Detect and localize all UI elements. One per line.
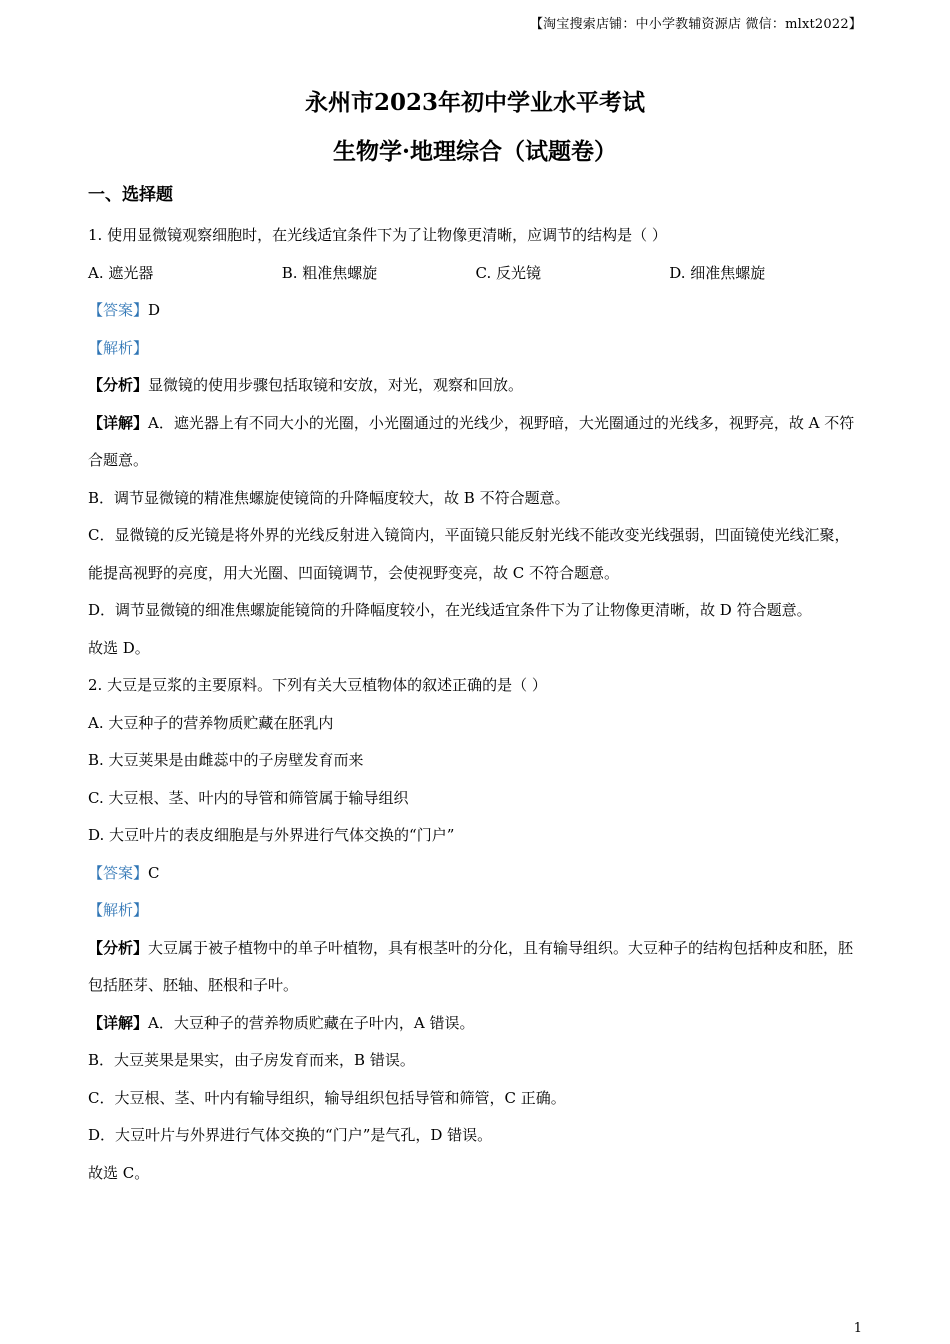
- q2-fenxi-text: 大豆属于被子植物中的单子叶植物，具有根茎叶的分化，且有输导组织。大豆种子的结构包括种皮和胚，胚包括胚芽、胚轴、胚根和子叶。: [88, 938, 854, 994]
- analysis-tag: 【解析】: [88, 901, 149, 919]
- q2-fenxi: [88, 930, 863, 1005]
- fenxi-tag: 【分析】: [88, 376, 149, 394]
- q1-analysis-heading: [88, 330, 863, 368]
- q2-answer: [88, 855, 863, 893]
- q1-option-c: C. 反光镜: [475, 263, 541, 282]
- q1-stem: 1. 使用显微镜观察细胞时，在光线适宜条件下为了让物像更清晰，应调节的结构是（ ）: [88, 226, 667, 244]
- q1-detail-d: D．调节显微镜的细准焦螺旋能镜筒的升降幅度较小，在光线适宜条件下为了让物像更清晰，故 D 符合题意。: [88, 601, 812, 619]
- q2-detail-a-text: A．大豆种子的营养物质贮藏在子叶内，A 错误。: [148, 1013, 475, 1032]
- page-title: 永州市2023年初中学业水平考试: [304, 89, 645, 116]
- q1-detail-a-text: A．遮光器上有不同大小的光圈，小光圈通过的光线少，视野暗，大光圈通过的光线多，视野亮，故 A 不符合题意。: [88, 413, 855, 469]
- q2-conclusion: 故选 C。: [88, 1163, 150, 1182]
- q1-detail-c: C．显微镜的反光镜是将外界的光线反射进入镜筒内，平面镜只能反射光线不能改变光线强弱，凹面镜使光线汇聚，能提高视野的亮度，用大光圈、凹面镜调节，会使视野变亮，故 C 不符合题意。: [88, 526, 850, 582]
- answer-tag: 【答案】: [88, 301, 149, 319]
- page-number: 1: [853, 1321, 862, 1336]
- q1-fenxi: [88, 367, 863, 405]
- q2-analysis-heading: [88, 892, 863, 930]
- q2-answer-value: C: [148, 863, 160, 882]
- analysis-tag: 【解析】: [88, 338, 149, 357]
- q1-detail-b: B．调节显微镜的精准焦螺旋使镜筒的升降幅度较大，故 B 不符合题意。: [88, 488, 570, 507]
- header-note: 【淘宝搜索店铺：中小学教辅资源店 微信：mlxt2022】: [529, 17, 862, 32]
- q1-option-d: D. 细准焦螺旋: [669, 263, 766, 282]
- q2-stem: 2. 大豆是豆浆的主要原料。下列有关大豆植物体的叙述正确的是（ ）: [88, 676, 547, 694]
- q2-option-c: C. 大豆根、茎、叶内的导管和筛管属于输导组织: [88, 788, 409, 807]
- q1-answer-value: D: [148, 301, 161, 319]
- q2-detail-c: C．大豆根、茎、叶内有输导组织，输导组织包括导管和筛管，C 正确。: [88, 1088, 566, 1107]
- question-content: [88, 217, 863, 1192]
- q1-detail-a: [88, 405, 863, 480]
- detail-tag: 【详解】: [88, 413, 149, 432]
- q1-option-b: B. 粗准焦螺旋: [281, 263, 378, 282]
- q2-detail-a: [88, 1005, 863, 1043]
- q1-options: [88, 255, 863, 293]
- q1-answer: [88, 292, 863, 330]
- q2-option-a: A. 大豆种子的营养物质贮藏在胚乳内: [88, 713, 334, 732]
- q2-detail-b: B．大豆荚果是果实，由子房发育而来，B 错误。: [88, 1051, 415, 1069]
- fenxi-tag: 【分析】: [88, 938, 149, 957]
- q2-option-b: B. 大豆荚果是由雌蕊中的子房壁发育而来: [88, 751, 364, 769]
- detail-tag: 【详解】: [88, 1013, 149, 1032]
- q2-detail-d: D．大豆叶片与外界进行气体交换的“门户”是气孔，D 错误。: [88, 1126, 493, 1144]
- q1-option-a: A. 遮光器: [88, 263, 154, 282]
- section-heading: 一、选择题: [88, 185, 173, 205]
- answer-tag: 【答案】: [88, 863, 149, 882]
- q1-fenxi-text: 显微镜的使用步骤包括取镜和安放，对光，观察和回放。: [148, 376, 524, 394]
- q1-conclusion: 故选 D。: [88, 638, 150, 657]
- page-subtitle: 生物学·地理综合（试题卷）: [332, 138, 617, 165]
- q2-option-d: D. 大豆叶片的表皮细胞是与外界进行气体交换的“门户”: [88, 826, 455, 844]
